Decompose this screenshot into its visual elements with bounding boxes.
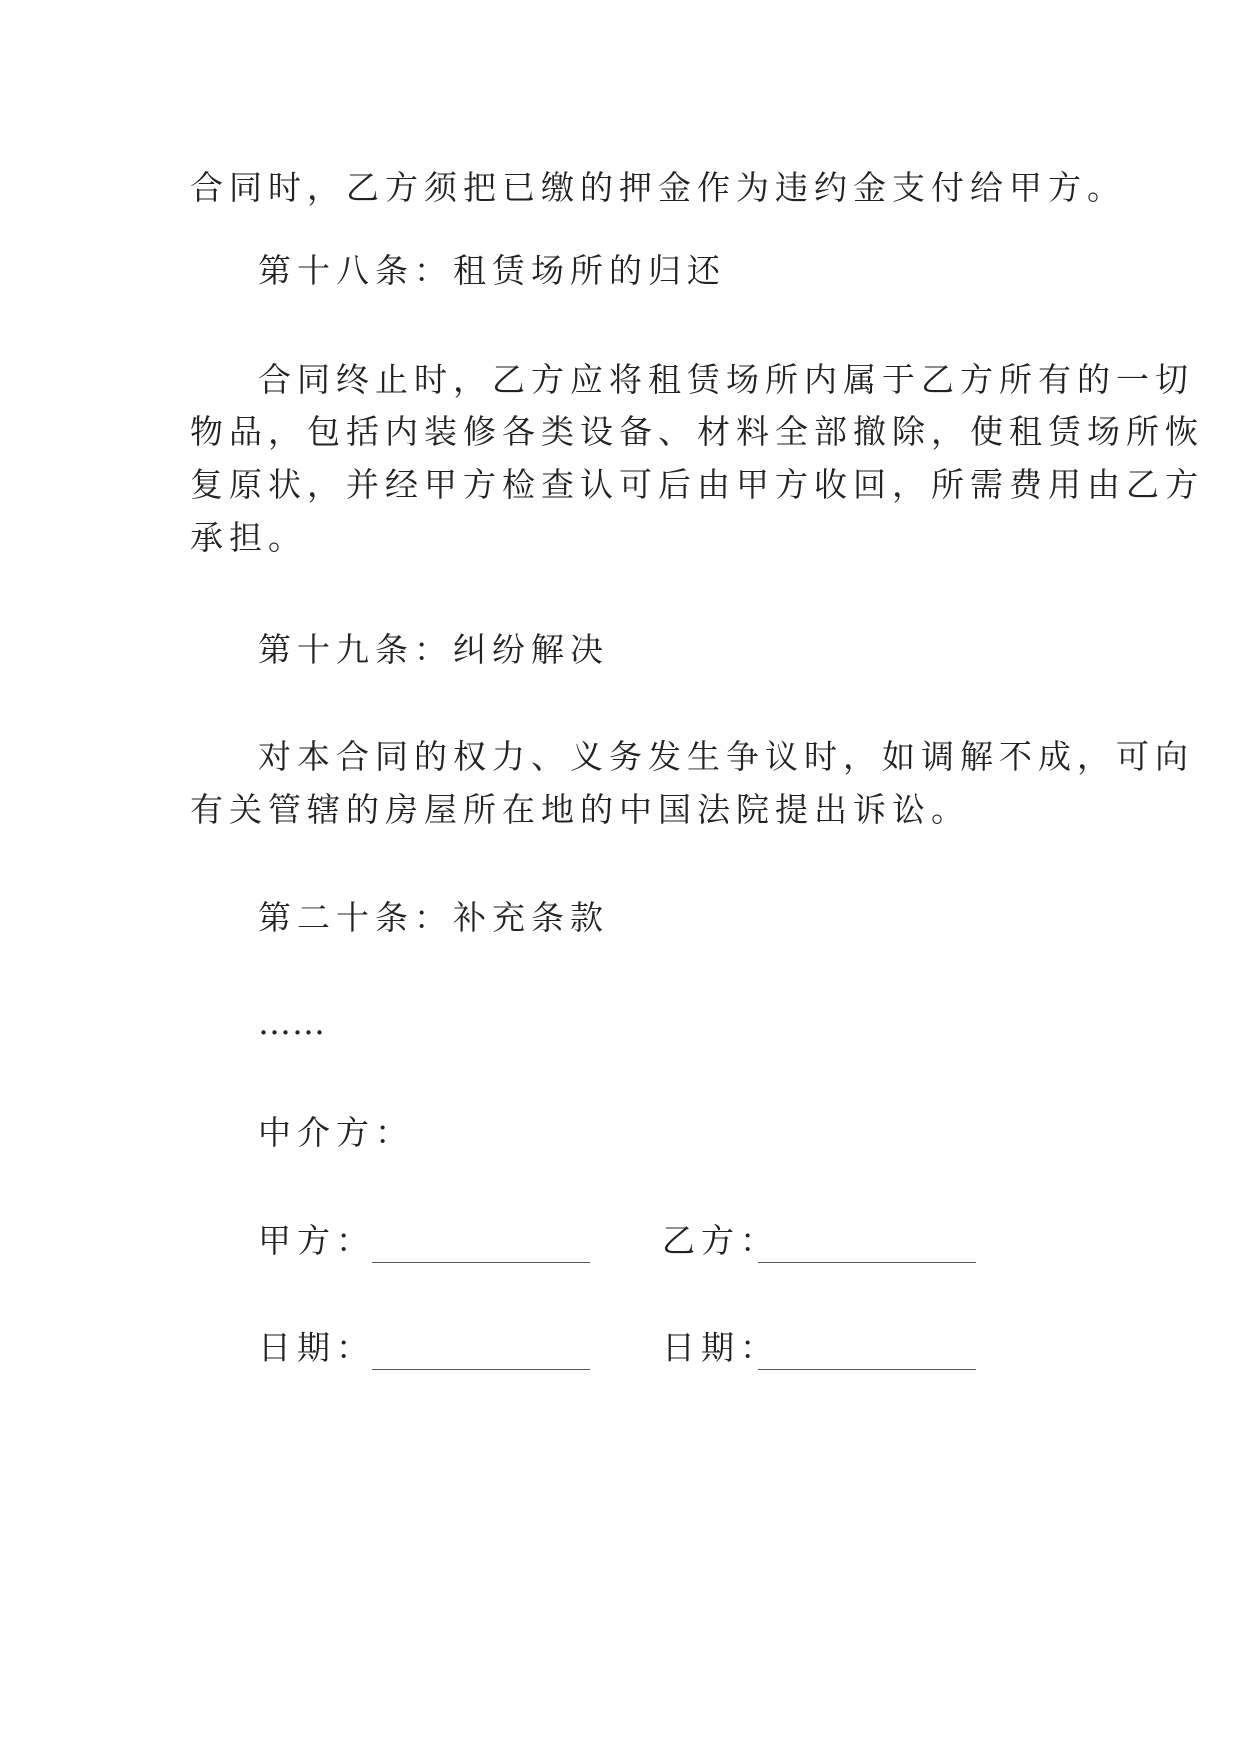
- date-a-label: 日期：: [258, 1328, 375, 1367]
- party-a-label: 甲方：: [258, 1221, 375, 1260]
- article-20-heading: 第二十条：补充条款: [258, 898, 609, 937]
- intermediary-label: 中介方：: [258, 1113, 414, 1152]
- party-b-signature-blank: [758, 1262, 976, 1263]
- article-18-line-3: 复原状，并经甲方检查认可后由甲方收回，所需费用由乙方: [190, 465, 1204, 504]
- article-18-line-4: 承担。: [190, 518, 307, 557]
- date-b-label: 日期：: [662, 1328, 779, 1367]
- party-b-label: 乙方：: [662, 1221, 779, 1260]
- party-a-signature-blank: [372, 1262, 590, 1263]
- article-19-line-1: 对本合同的权力、义务发生争议时，如调解不成，可向: [258, 737, 1194, 776]
- article-19-heading: 第十九条：纠纷解决: [258, 630, 609, 669]
- article-18-heading: 第十八条：租赁场所的归还: [258, 251, 726, 290]
- paragraph-continuation: 合同时，乙方须把已缴的押金作为违约金支付给甲方。: [190, 168, 1126, 207]
- article-18-line-2: 物品，包括内装修各类设备、材料全部撤除，使租赁场所恢: [190, 412, 1204, 451]
- article-18-line-1: 合同终止时，乙方应将租赁场所内属于乙方所有的一切: [258, 360, 1194, 399]
- ellipsis-text: ……: [258, 1003, 326, 1042]
- date-a-blank: [372, 1369, 590, 1370]
- article-19-line-2: 有关管辖的房屋所在地的中国法院提出诉讼。: [190, 790, 970, 829]
- date-b-blank: [758, 1369, 976, 1370]
